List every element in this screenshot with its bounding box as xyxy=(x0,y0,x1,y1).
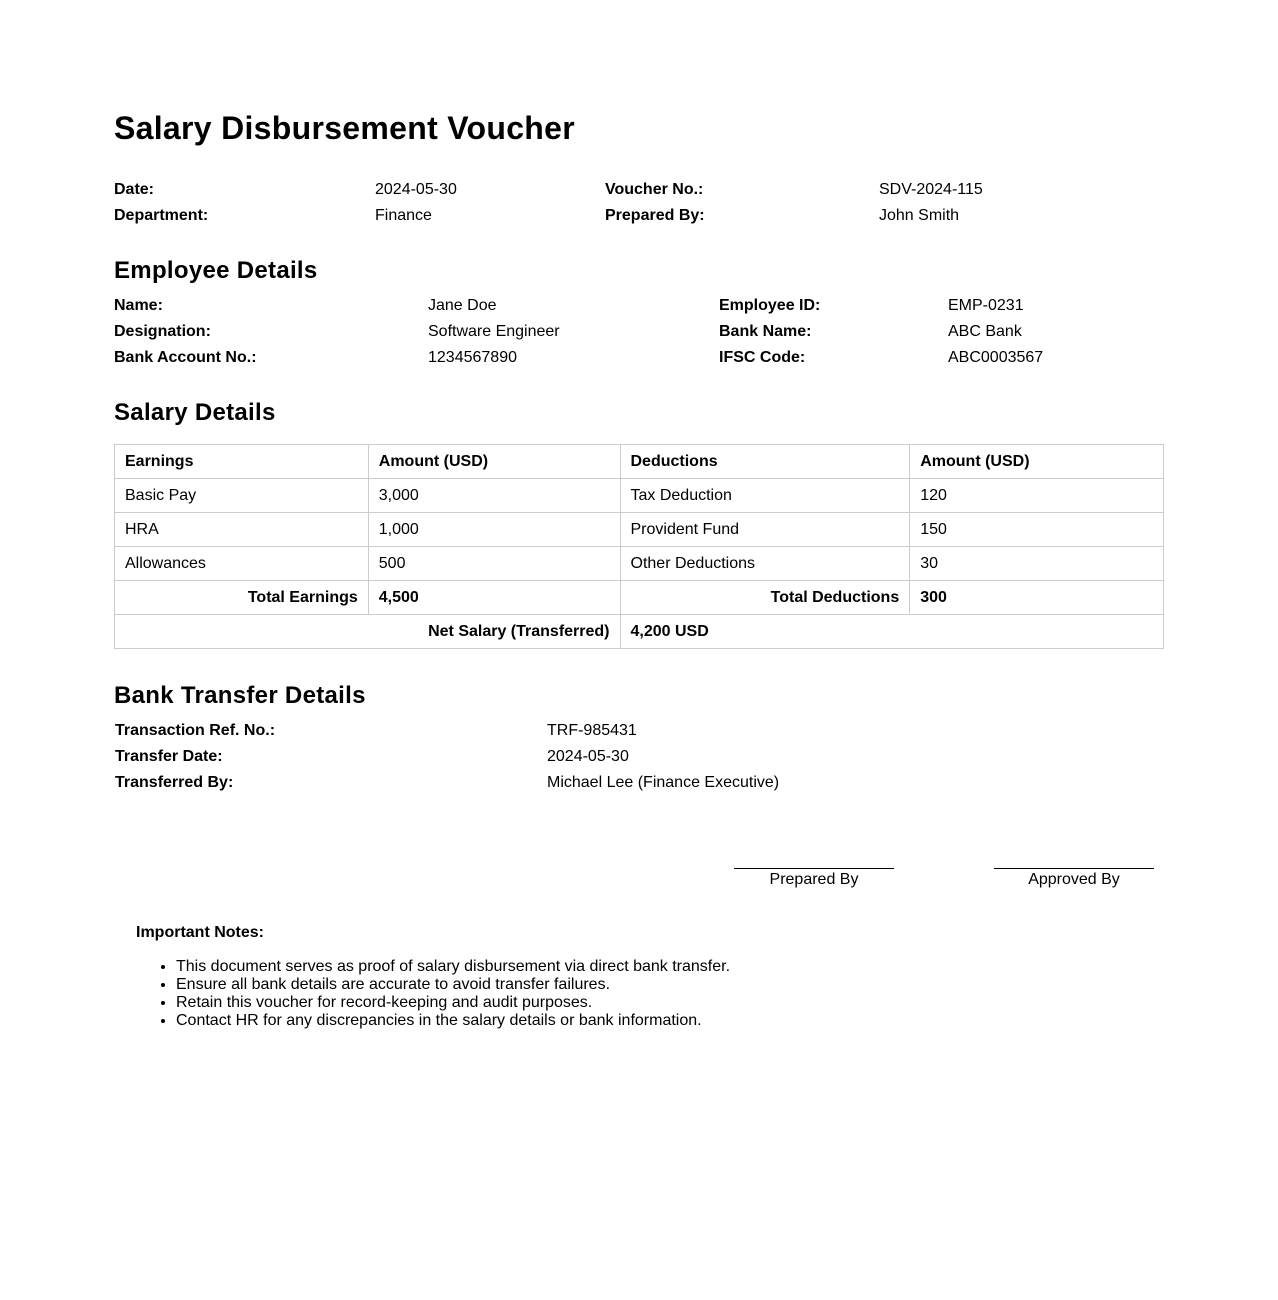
employee-info xyxy=(114,293,1164,371)
deduction-amount: 150 xyxy=(910,513,1164,547)
net-salary-value: 4,200 USD xyxy=(620,615,1164,649)
date-label: Date: xyxy=(114,181,155,198)
earning-name: HRA xyxy=(115,513,369,547)
deduction-name: Provident Fund xyxy=(620,513,910,547)
total-deductions-label: Total Deductions xyxy=(620,581,910,615)
voucher-info-row xyxy=(114,203,1164,229)
total-earnings-value: 4,500 xyxy=(368,581,620,615)
deduction-amount: 120 xyxy=(910,479,1164,513)
department-label: Department: xyxy=(114,207,209,224)
name-label: Name: xyxy=(114,297,163,314)
department-value: Finance xyxy=(375,207,432,224)
list-item: • Contact HR for any discrepancies in the salary details or bank information. xyxy=(176,1012,730,1030)
table-row xyxy=(115,547,1164,581)
ifsc-label: IFSC Code: xyxy=(719,349,806,366)
voucher-no-value: SDV-2024-115 xyxy=(879,181,983,198)
net-salary-row xyxy=(115,615,1164,649)
approved-by-signature: Approved By xyxy=(994,868,1154,889)
designation-label: Designation: xyxy=(114,323,211,340)
bank-name-label: Bank Name: xyxy=(719,323,812,340)
employee-id-label: Employee ID: xyxy=(719,297,821,314)
transferred-by-value: Michael Lee (Finance Executive) xyxy=(547,774,780,791)
list-item: • Ensure all bank details are accurate to avoid transfer failures. xyxy=(176,976,730,994)
table-row xyxy=(115,479,1164,513)
designation-value: Software Engineer xyxy=(428,323,560,340)
notes-title: Important Notes: xyxy=(136,924,264,941)
ifsc-value: ABC0003567 xyxy=(948,349,1044,366)
transfer-date-label: Transfer Date: xyxy=(115,748,223,765)
deduction-name: Other Deductions xyxy=(620,547,910,581)
name-value: Jane Doe xyxy=(428,297,497,314)
account-label: Bank Account No.: xyxy=(114,349,257,366)
transaction-ref-label: Transaction Ref. No.: xyxy=(115,722,276,739)
deduction-name: Tax Deduction xyxy=(620,479,910,513)
column-header: Amount (USD) xyxy=(910,445,1164,479)
net-salary-label: Net Salary (Transferred) xyxy=(115,615,621,649)
total-earnings-label: Total Earnings xyxy=(115,581,369,615)
column-header: Earnings xyxy=(115,445,369,479)
employee-info-row xyxy=(114,293,1164,319)
totals-row xyxy=(115,581,1164,615)
list-item: • Retain this voucher for record-keeping and audit purposes. xyxy=(176,994,730,1012)
bank-name-value: ABC Bank xyxy=(948,323,1022,340)
earning-amount: 500 xyxy=(368,547,620,581)
transfer-info-row xyxy=(115,770,1165,796)
employee-id-value: EMP-0231 xyxy=(948,297,1024,314)
column-header: Deductions xyxy=(620,445,910,479)
earning-amount: 1,000 xyxy=(368,513,620,547)
prepared-by-signature: Prepared By xyxy=(734,868,894,889)
employee-details-heading: Employee Details xyxy=(114,257,318,284)
transaction-ref-value: TRF-985431 xyxy=(547,722,637,739)
transferred-by-label: Transferred By: xyxy=(115,774,234,791)
total-deductions-value: 300 xyxy=(910,581,1164,615)
salary-table xyxy=(114,444,1164,649)
page-title: Salary Disbursement Voucher xyxy=(114,110,576,146)
table-row xyxy=(115,513,1164,547)
transfer-info xyxy=(115,718,1165,796)
employee-info-row xyxy=(114,319,1164,345)
employee-info-row xyxy=(114,345,1164,371)
prepared-by-label: Prepared By: xyxy=(605,207,705,224)
transfer-date-value: 2024-05-30 xyxy=(547,748,629,765)
earning-name: Basic Pay xyxy=(115,479,369,513)
account-value: 1234567890 xyxy=(428,349,517,366)
deduction-amount: 30 xyxy=(910,547,1164,581)
earning-name: Allowances xyxy=(115,547,369,581)
salary-details-heading: Salary Details xyxy=(114,399,276,426)
table-header-row xyxy=(115,445,1164,479)
voucher-info-row xyxy=(114,177,1164,203)
date-value: 2024-05-30 xyxy=(375,181,457,198)
column-header: Amount (USD) xyxy=(368,445,620,479)
earning-amount: 3,000 xyxy=(368,479,620,513)
list-item: • This document serves as proof of salary disbursement via direct bank transfer. xyxy=(176,958,730,976)
prepared-by-value: John Smith xyxy=(879,207,960,224)
transfer-info-row xyxy=(115,744,1165,770)
voucher-no-label: Voucher No.: xyxy=(605,181,704,198)
voucher-info xyxy=(114,177,1164,229)
important-notes xyxy=(136,924,730,1030)
transfer-info-row xyxy=(115,718,1165,744)
notes-list xyxy=(136,958,730,1030)
bank-transfer-heading: Bank Transfer Details xyxy=(114,682,366,709)
